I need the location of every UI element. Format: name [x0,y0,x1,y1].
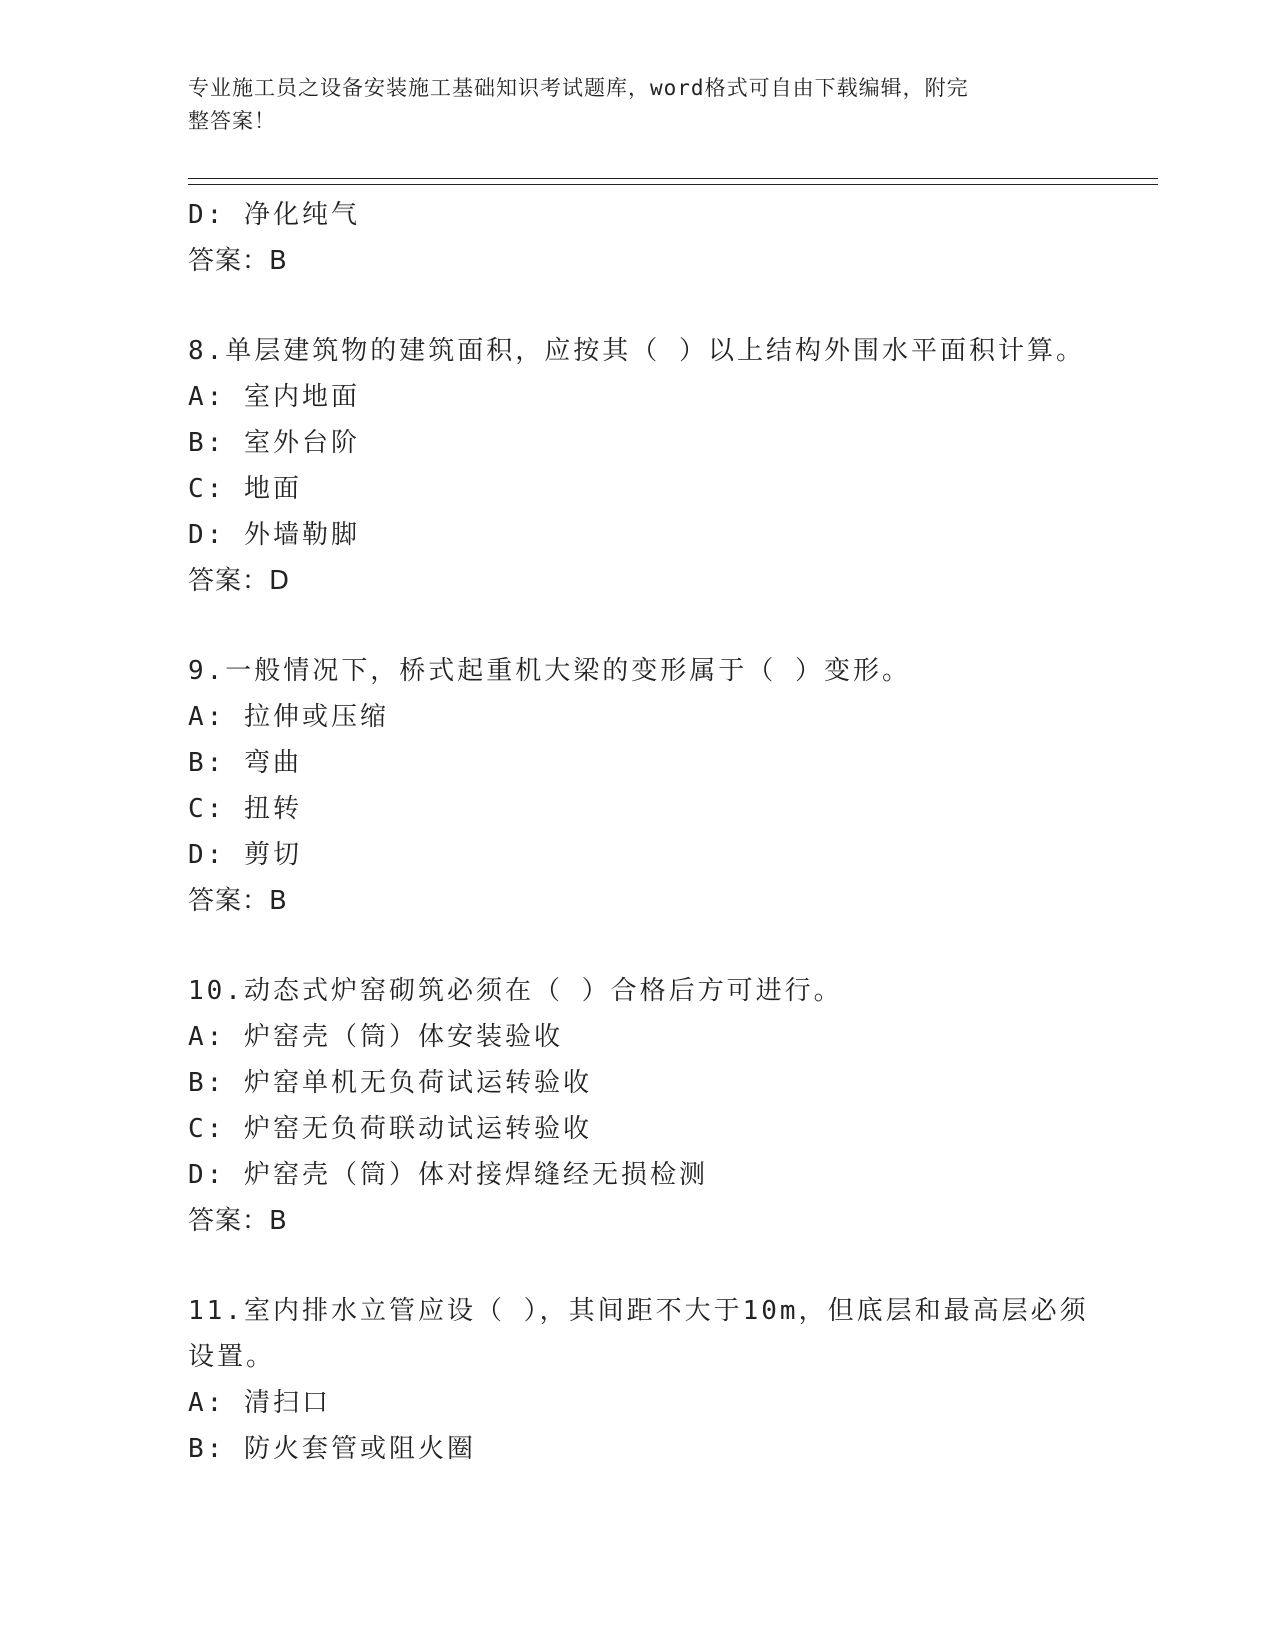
option-c: C: 地面 [188,474,302,504]
header-divider-top [188,178,1158,179]
option-d: D: 净化纯气 [188,200,360,230]
option-a: A: 室内地面 [188,382,360,412]
question-stem-11: 11.室内排水立管应设（ ），其间距不大于10m，但底层和最高层必须 [188,1296,1089,1326]
answer-line: 答案：B [188,886,288,916]
option-c: C: 炉窑无负荷联动试运转验收 [188,1114,592,1144]
answer-line: 答案：D [188,566,291,596]
answer-line: 答案：B [188,246,288,276]
answer-line: 答案：B [188,1206,288,1236]
option-d: D: 剪切 [188,840,302,870]
question-stem-11-continued: 设置。 [188,1342,276,1372]
question-stem-8: 8.单层建筑物的建筑面积，应按其（ ）以上结构外围水平面积计算。 [188,336,1085,366]
page-header [188,72,1068,138]
option-b: B: 防火套管或阻火圈 [188,1434,476,1464]
option-a: A: 炉窑壳（筒）体安装验收 [188,1022,563,1052]
header-line-2: 整答案！ [188,109,276,133]
question-stem-10: 10.动态式炉窑砌筑必须在（ ）合格后方可进行。 [188,976,843,1006]
question-list [188,192,1088,1472]
option-d: D: 外墙勒脚 [188,520,360,550]
option-c: C: 扭转 [188,794,302,824]
question-stem-9: 9.一般情况下，桥式起重机大梁的变形属于（ ）变形。 [188,656,911,686]
option-d: D: 炉窑壳（筒）体对接焊缝经无损检测 [188,1160,708,1190]
header-divider-bottom [188,184,1158,185]
option-b: B: 弯曲 [188,748,302,778]
option-b: B: 室外台阶 [188,428,360,458]
option-b: B: 炉窑单机无负荷试运转验收 [188,1068,592,1098]
option-a: A: 拉伸或压缩 [188,702,389,732]
option-a: A: 清扫口 [188,1388,331,1418]
header-line-1: 专业施工员之设备安装施工基础知识考试题库，word格式可自由下载编辑，附完 [188,76,969,100]
